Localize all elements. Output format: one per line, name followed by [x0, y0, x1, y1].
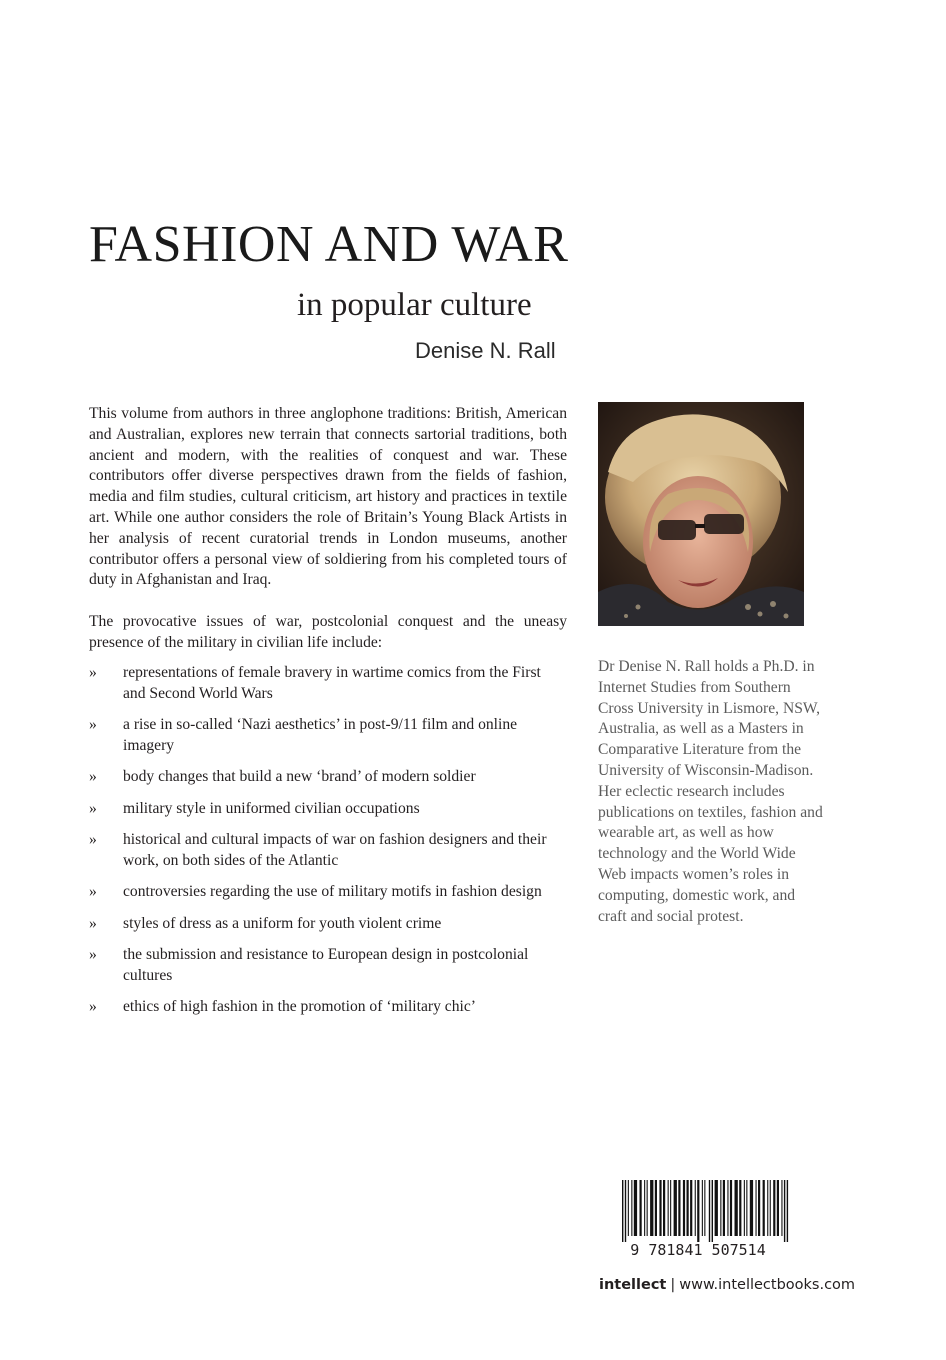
barcode-bar	[709, 1180, 710, 1242]
bullet-marker: »	[89, 914, 97, 932]
barcode-bar	[674, 1180, 677, 1236]
barcode-bar	[644, 1180, 645, 1236]
list-item	[89, 882, 567, 903]
barcode-bar	[634, 1180, 637, 1236]
intro-paragraph: This volume from authors in three anglophone traditions: British, American and Australian, explores new terrain that connects sartorial traditions, both ancient and modern, with the realities of conquest and war. These contributors offer diverse perspectives drawn from the fields of fashion, media and film studies, cultural criticism, art history and practices in textile art. While one author considers the role of Britain’s Young Black Artists in her analysis of recent curatorial trends in London museums, another contributor offers a personal view of soldiering from his completed tours of duty in Afghanistan and Iraq.	[89, 405, 567, 589]
barcode-bar	[773, 1180, 775, 1236]
barcode-bar	[735, 1180, 738, 1236]
barcode-bar	[628, 1180, 629, 1236]
list-item-text: historical and cultural impacts of war on fashion designers and their work, on both sides of the Atlantic	[123, 831, 547, 869]
lead-paragraph: The provocative issues of war, postcolonial conquest and the uneasy presence of the military in civilian life include:	[89, 613, 567, 651]
barcode-bar	[647, 1180, 648, 1236]
barcode-bar	[668, 1180, 669, 1236]
barcode-digits: 9 781841 507514	[630, 1241, 766, 1258]
barcode-bar	[727, 1180, 728, 1236]
barcode-bar	[730, 1180, 732, 1236]
barcode-bar	[687, 1180, 689, 1236]
list-item	[89, 997, 567, 1018]
barcode-bar	[720, 1180, 721, 1236]
barcode-bar	[712, 1180, 713, 1242]
barcode-bar	[739, 1180, 741, 1236]
list-item-text: ethics of high fashion in the promotion of ‘military chic’	[123, 998, 476, 1016]
barcode-bar	[622, 1180, 623, 1242]
bullet-marker: »	[89, 998, 97, 1016]
bullet-marker: »	[89, 664, 97, 681]
list-item	[89, 830, 567, 872]
barcode-bar	[723, 1180, 725, 1236]
list-item-text: controversies regarding the use of military motifs in fashion design	[123, 883, 542, 901]
barcode-bar	[781, 1180, 782, 1236]
list-item-text: representations of female bravery in wartime comics from the First and Second World Wars	[123, 664, 541, 702]
barcode-bar	[770, 1180, 771, 1236]
list-item	[89, 715, 567, 757]
list-item	[89, 663, 567, 705]
barcode-bar	[663, 1180, 665, 1236]
barcode-bar	[678, 1180, 680, 1236]
barcode-bar	[704, 1180, 705, 1236]
barcode-bar	[763, 1180, 765, 1236]
list-item-text: military style in uniformed civilian occupations	[123, 799, 420, 817]
barcode-bar	[777, 1180, 779, 1236]
barcode-bar	[784, 1180, 785, 1242]
bullet-marker: »	[89, 883, 97, 901]
cover-subtitle: in popular culture	[297, 287, 532, 323]
barcode-bar	[744, 1180, 745, 1236]
author-portrait-illustration	[598, 402, 804, 626]
author-bio: Dr Denise N. Rall holds a Ph.D. in Internet Studies from Southern Cross University in Lismore, NSW, Australia, as well as a Masters in Comparative Literature from the University of Wisconsin-Madison. Her eclectic research includes publications on textiles, fashion and wearable art, as well as how technology and the World Wide Web impacts women’s roles in computing, domestic work, and craft and social protest.	[598, 658, 823, 925]
barcode-bar	[659, 1180, 661, 1236]
publisher-separator: |	[670, 1277, 676, 1293]
barcode-bar	[695, 1180, 696, 1236]
list-item	[89, 767, 567, 788]
barcode-bar	[640, 1180, 642, 1236]
publisher-brand: intellect	[599, 1277, 667, 1293]
barcode-bar	[650, 1180, 653, 1236]
barcode-bar	[690, 1180, 692, 1236]
barcode-bar	[767, 1180, 768, 1236]
barcode-bar	[702, 1180, 703, 1236]
bullet-marker: »	[89, 831, 97, 849]
barcode-bar	[655, 1180, 657, 1236]
publisher-line	[599, 1275, 855, 1295]
list-item	[89, 945, 567, 987]
cover-title: FASHION AND WAR	[89, 216, 569, 273]
barcode	[598, 1178, 798, 1258]
barcode-bar	[758, 1180, 760, 1236]
barcode-bar	[625, 1180, 626, 1242]
barcode-bar	[683, 1180, 685, 1236]
barcode-bar	[746, 1180, 747, 1236]
barcode-bar	[750, 1180, 753, 1236]
barcode-bar	[631, 1180, 632, 1236]
bullet-marker: »	[89, 799, 97, 817]
topics-list	[89, 663, 567, 1029]
list-item	[89, 914, 567, 935]
barcode-bar	[787, 1180, 788, 1242]
barcode-bar	[670, 1180, 671, 1236]
list-item-text: the submission and resistance to European design in postcolonial cultures	[123, 946, 529, 984]
bullet-marker: »	[89, 946, 97, 964]
list-item-text: a rise in so-called ‘Nazi aesthetics’ in post-9/11 film and online imagery	[123, 716, 518, 754]
cover-author: Denise N. Rall	[415, 338, 556, 363]
publisher-url[interactable]: www.intellectbooks.com	[679, 1277, 856, 1293]
barcode-bar	[756, 1180, 757, 1236]
barcode-bar	[697, 1180, 699, 1242]
bullet-marker: »	[89, 716, 97, 734]
list-item-text: body changes that build a new ‘brand’ of modern soldier	[123, 768, 476, 786]
author-photo	[598, 402, 804, 626]
bullet-marker: »	[89, 768, 97, 786]
barcode-bars	[598, 1178, 798, 1258]
list-item	[89, 799, 567, 820]
list-item-text: styles of dress as a uniform for youth violent crime	[123, 914, 442, 932]
barcode-bar	[715, 1180, 718, 1236]
